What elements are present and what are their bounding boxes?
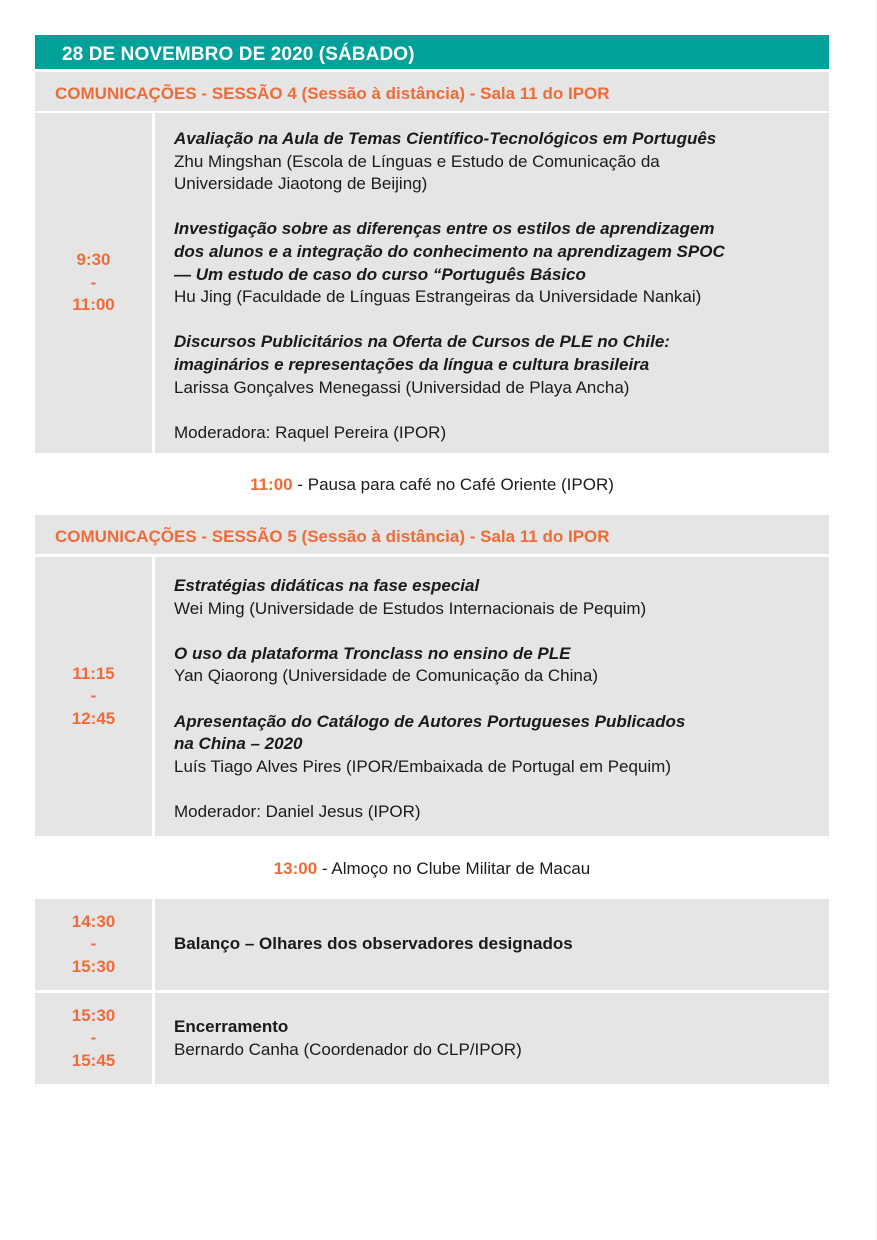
talk-item [174, 128, 819, 196]
balanco-time [35, 899, 152, 990]
talk-item [174, 331, 819, 399]
talk-author: Luís Tiago Alves Pires (IPOR/Embaixada de Portugal em Pequim) [174, 756, 672, 776]
day-header: 28 DE NOVEMBRO DE 2020 (SÁBADO) [35, 35, 829, 69]
coffee-break [35, 475, 829, 495]
talk-title: Estratégias didáticas na fase especial [174, 576, 480, 595]
time-end: 15:30 [71, 956, 116, 976]
break-time: 11:00 [250, 475, 293, 494]
talk-title: Discursos Publicitários na Oferta de Cursos de PLE no Chile: [174, 332, 670, 352]
time-start: 14:30 [71, 911, 116, 931]
time-start: 11:15 [72, 663, 115, 683]
encerramento-content [155, 993, 829, 1084]
talk-title: Avaliação na Aula de Temas Científico-Tecnológicos em Português [174, 129, 717, 148]
talk-title: dos alunos e a integração do conhecimento na aprendizagem SPOC [174, 241, 725, 261]
time-end: 12:45 [71, 708, 116, 728]
session-5-time [35, 557, 152, 836]
talk-author: Universidade Jiaotong de Beijing) [174, 174, 428, 194]
session-4-content [155, 113, 829, 453]
talk-author: Yan Qiaorong (Universidade de Comunicação da China) [174, 666, 598, 686]
talk-title: — Um estudo de caso do curso “Português Básico [174, 264, 586, 284]
balanco-content [155, 899, 829, 990]
session-4-header: COMUNICAÇÕES - SESSÃO 4 (Sessão à distância) - Sala 11 do IPOR [35, 72, 829, 111]
encerramento-time [35, 993, 152, 1084]
moderator: Moderador: Daniel Jesus (IPOR) [174, 801, 421, 821]
time-start: 15:30 [71, 1005, 116, 1025]
moderator: Moderadora: Raquel Pereira (IPOR) [174, 422, 447, 442]
talk-title: Apresentação do Catálogo de Autores Portugueses Publicados [174, 711, 686, 731]
time-end: 15:45 [71, 1050, 116, 1070]
time-separator: - [90, 934, 97, 954]
time-separator: - [90, 272, 97, 292]
break-time: 13:00 [273, 859, 318, 878]
talk-author: Larissa Gonçalves Menegassi (Universidad de Playa Ancha) [174, 377, 630, 397]
talk-title: Investigação sobre as diferenças entre os estilos de aprendizagem [174, 219, 715, 239]
encerramento-subtitle: Bernardo Canha (Coordenador do CLP/IPOR) [174, 1039, 522, 1059]
talk-item [174, 218, 819, 308]
session-5-content [155, 557, 829, 836]
time-separator: - [90, 1028, 97, 1048]
lunch-break [35, 859, 829, 879]
time-end: 11:00 [72, 295, 115, 315]
session-4-time [35, 113, 152, 453]
talk-item [174, 575, 819, 620]
talk-item [174, 711, 819, 779]
talk-item [174, 643, 819, 688]
time-start: 9:30 [76, 250, 111, 270]
session-5-header: COMUNICAÇÕES - SESSÃO 5 (Sessão à distância) - Sala 11 do IPOR [35, 515, 829, 554]
time-separator: - [90, 686, 97, 706]
talk-author: Wei Ming (Universidade de Estudos Internacionais de Pequim) [174, 598, 647, 618]
break-text: - Pausa para café no Café Oriente (IPOR) [292, 475, 614, 494]
talk-title: O uso da plataforma Tronclass no ensino de PLE [174, 643, 571, 663]
talk-title: imaginários e representações da língua e cultura brasileira [174, 354, 650, 374]
break-text: - Almoço no Clube Militar de Macau [317, 859, 591, 878]
talk-author: Hu Jing (Faculdade de Línguas Estrangeiras da Universidade Nankai) [174, 287, 702, 307]
encerramento-title: Encerramento [174, 1016, 289, 1036]
talk-title: na China – 2020 [174, 734, 303, 754]
balanco-title: Balanço – Olhares dos observadores designados [174, 934, 573, 954]
talk-author: Zhu Mingshan (Escola de Línguas e Estudo de Comunicação da [174, 151, 660, 171]
